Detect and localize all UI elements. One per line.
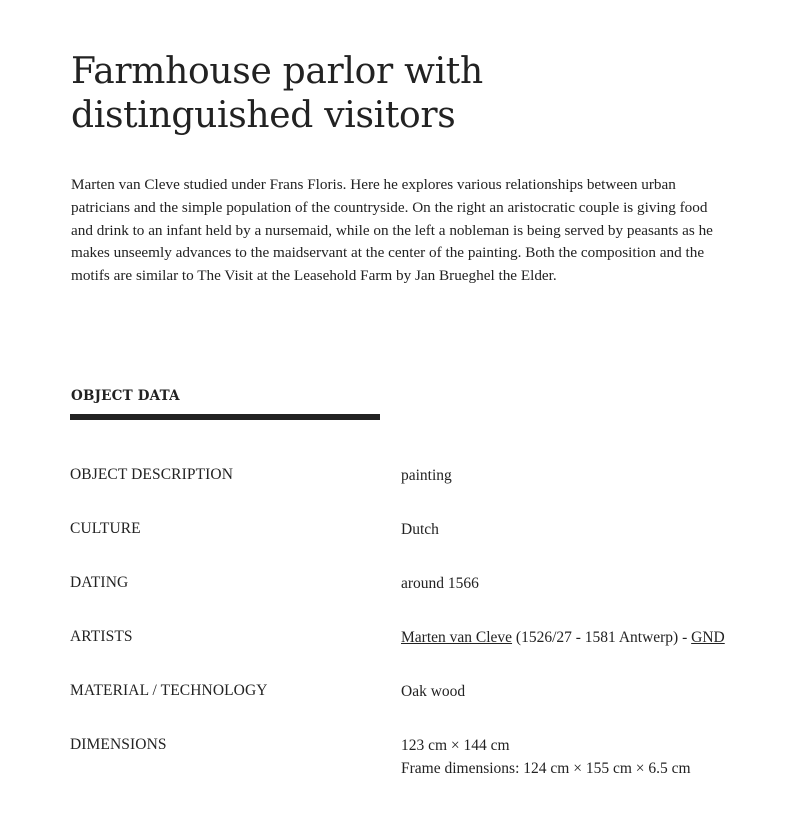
field-label: ARTISTS	[70, 628, 133, 645]
field-label: DATING	[70, 574, 129, 591]
field-label: CULTURE	[70, 520, 141, 537]
field-label: OBJECT DESCRIPTION	[70, 466, 233, 483]
material-row	[70, 680, 750, 734]
field-label: DIMENSIONS	[70, 736, 167, 753]
field-value	[401, 734, 750, 780]
artists-row	[70, 626, 750, 680]
page-title: Farmhouse parlor with distinguished visitors	[71, 51, 483, 136]
dimensions-row	[70, 734, 750, 788]
artwork-detail	[70, 50, 731, 777]
artist-dates: (1526/27 - 1581 Antwerp) -	[512, 629, 692, 646]
field-value: Dutch	[401, 521, 439, 538]
frame-dimensions-value: Frame dimensions: 124 cm × 155 cm × 6.5 cm	[401, 760, 691, 777]
section-divider	[70, 414, 380, 420]
field-value	[401, 626, 750, 649]
dating-row	[70, 572, 750, 626]
field-value: Oak wood	[401, 683, 466, 700]
object-data-table	[70, 464, 750, 788]
field-value: painting	[401, 467, 452, 484]
field-value: around 1566	[401, 575, 479, 592]
object-description-row	[70, 464, 750, 518]
gnd-link[interactable]: GND	[691, 629, 725, 646]
culture-row	[70, 518, 750, 572]
field-label: MATERIAL / TECHNOLOGY	[70, 682, 268, 699]
artwork-description: Marten van Cleve studied under Frans Floris. Here he explores various relationships between urban patricians and the simple population of the countryside. On the right an aristocratic couple is giving food and drink to an infant held by a nursemaid, while on the left a nobleman is being served by peasants as he makes unseemly advances to the maidservant at the center of the painting. Both the composition and the motifs are similar to The Visit at the Leasehold Farm by Jan Brueghel the Elder.	[71, 176, 713, 285]
dimensions-value: 123 cm × 144 cm	[401, 737, 510, 754]
artist-link[interactable]: Marten van Cleve	[401, 629, 513, 646]
object-data-heading: OBJECT DATA	[71, 388, 180, 404]
